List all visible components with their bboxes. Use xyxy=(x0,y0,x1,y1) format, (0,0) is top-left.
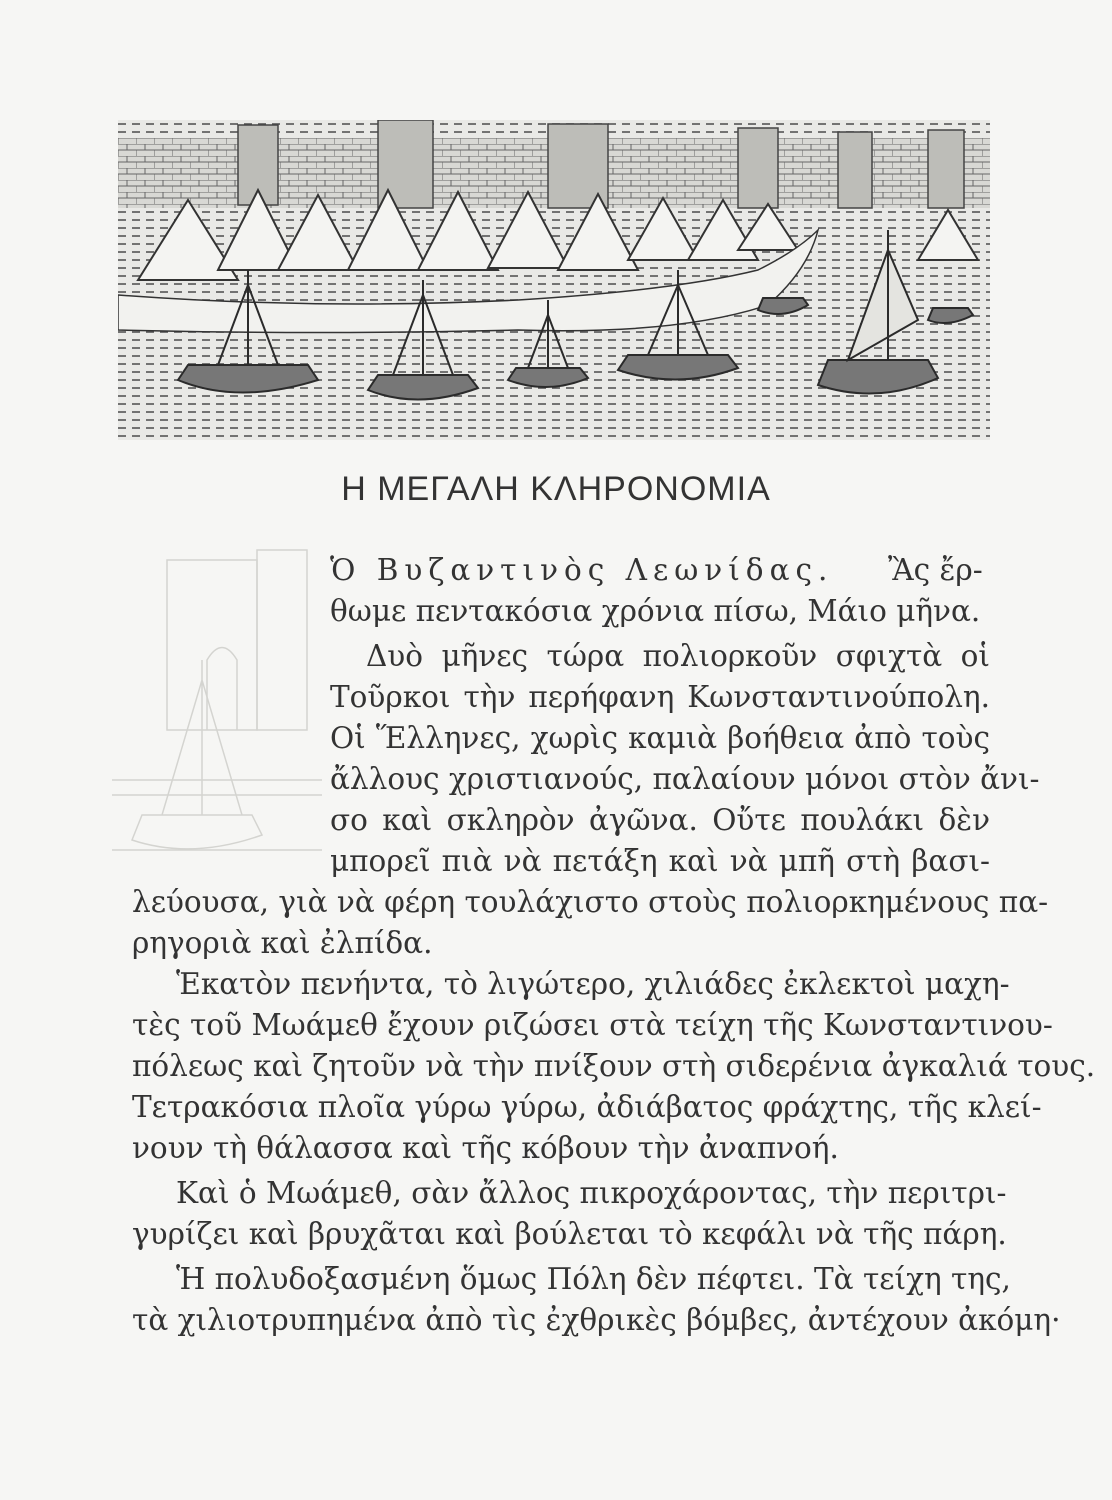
text-line-5: Οἱ Ἕλληνες, χωρὶς καμιὰ βοήθεια ἀπὸ τοὺς xyxy=(330,721,990,755)
text-line-13: πόλεως καὶ ζητοῦν νὰ τὴν πνίξουν στὴ σιδερένια ἀγκαλιά τους. xyxy=(132,1049,1096,1083)
text-line-14: Τετρακόσια πλοῖα γύρω γύρω, ἀδιάβατος φράχτης, τῆς κλεί- xyxy=(132,1090,1042,1124)
text-line-11: Ἑκατὸν πενήντα, τὸ λιγώτερο, χιλιάδες ἐκλεκτοὶ μαχη- xyxy=(176,967,1010,1001)
text-line-12: τὲς τοῦ Μωάμεθ ἔχουν ριζώσει στὰ τείχη τῆς Κωνσταντινου- xyxy=(132,1008,1053,1042)
text-line-16: Καὶ ὁ Μωάμεθ, σὰν ἄλλος πικροχάροντας, τὴν περιτρι- xyxy=(176,1176,1007,1210)
text-line-1b: Ἂς ἔρ- xyxy=(888,553,983,587)
text-line-10: ρηγοριὰ καὶ ἐλπίδα. xyxy=(132,926,433,960)
text-line-2: θωμε πεντακόσια χρόνια πίσω, Μάιο μῆνα. xyxy=(330,594,981,628)
side-illustration xyxy=(112,540,322,870)
text-line-1a: Ὁ Βυζαντινὸς Λεωνίδας. xyxy=(330,553,834,587)
text-line-4: Τοῦρκοι τὴν περήφανη Κωνσταντινούπολη. xyxy=(330,680,990,714)
text-line-15: νουν τὴ θάλασσα καὶ τῆς κόβουν τὴν ἀναπνοή. xyxy=(132,1131,839,1165)
text-line-19: τὰ χιλιοτρυπημένα ἀπὸ τὶς ἐχθρικὲς βόμβες, ἀντέχουν ἀκόμη· xyxy=(132,1303,1061,1337)
text-line-8: μπορεῖ πιὰ νὰ πετάξη καὶ νὰ μπῆ στὴ βασι- xyxy=(330,844,990,878)
text-line-3: Δυὸ μῆνες τώρα πολιορκοῦν σφιχτὰ οἱ xyxy=(366,639,990,673)
text-line-18: Ἡ πολυδοξασμένη ὅμως Πόλη δὲν πέφτει. Τὰ τείχη της, xyxy=(176,1262,1011,1296)
text-line-7: σο καὶ σκληρὸν ἀγῶνα. Οὔτε πουλάκι δὲν xyxy=(330,803,990,837)
chapter-title: Η ΜΕΓΑΛΗ ΚΛΗΡΟΝΟΜΙΑ xyxy=(341,470,771,508)
header-engraving xyxy=(118,120,990,440)
text-line-9: λεύουσα, γιὰ νὰ φέρη τουλάχιστο στοὺς πολιορκημένους πα- xyxy=(132,885,1049,919)
tower-ship-icon xyxy=(112,540,322,870)
siege-engraving-icon xyxy=(118,120,990,440)
text-line-6: ἄλλους χριστιανούς, παλαίουν μόνοι στὸν ἄνι- xyxy=(330,762,1040,796)
text-line-17: γυρίζει καὶ βρυχᾶται καὶ βούλεται τὸ κεφάλι νὰ τῆς πάρη. xyxy=(132,1217,1007,1251)
